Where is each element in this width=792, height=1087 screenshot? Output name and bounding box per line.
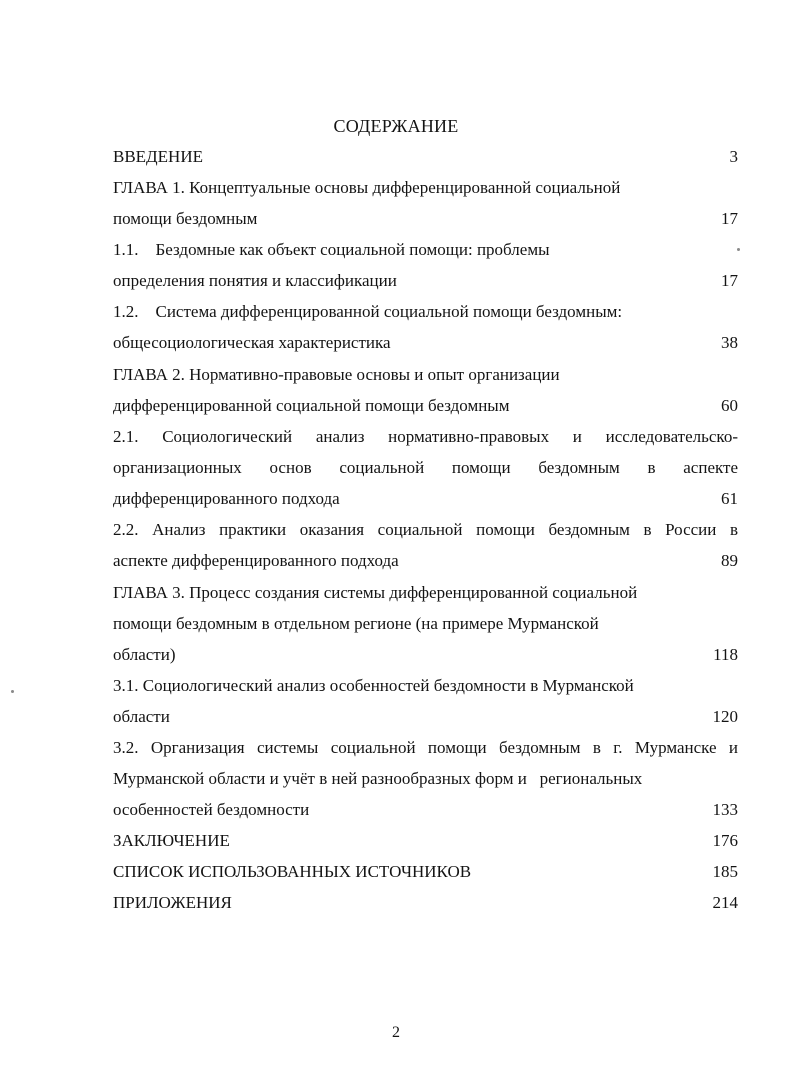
toc-entry-section-2-2-line-2[interactable] [113, 550, 738, 572]
toc-entry-chapter-2-line-1[interactable] [113, 364, 738, 386]
toc-entry-section-1-1-line-1[interactable] [113, 239, 738, 261]
toc-entry-section-1-2-line-1[interactable] [113, 301, 738, 323]
toc-entry-text: области) [113, 645, 176, 664]
toc-entry-intro[interactable] [113, 146, 738, 168]
toc-entry-text: ГЛАВА 2. Нормативно-правовые основы и опыт организации [113, 365, 560, 384]
toc-entry-section-3-1-line-1[interactable] [113, 675, 738, 697]
page-title: СОДЕРЖАНИЕ [333, 116, 459, 136]
toc-entry-text: ГЛАВА 3. Процесс создания системы дифференцированной социальной [113, 583, 638, 602]
toc-entry-section-3-2-line-1[interactable] [113, 737, 738, 759]
toc-entry-text: Мурманской области и учёт в ней разнообразных форм и региональных [113, 769, 643, 788]
toc-entry-text: помощи бездомным в отдельном регионе (на примере Мурманской [113, 614, 599, 633]
toc-entry-section-2-1-line-1[interactable] [113, 426, 738, 448]
scan-speck [737, 248, 740, 251]
toc-entry-text: 2.2. Анализ практики оказания социальной помощи бездомным в России в [113, 520, 738, 539]
toc-entry-chapter-2-line-2[interactable] [113, 395, 738, 417]
toc-page-number: 3 [729, 147, 738, 166]
toc-entry-chapter-3-line-2[interactable] [113, 613, 738, 635]
toc-entry-text: 2.1. Социологический анализ нормативно-правовых и исследовательско- [113, 427, 738, 446]
toc-page-number: 60 [721, 396, 738, 415]
toc-entry-text: ПРИЛОЖЕНИЯ [113, 893, 232, 912]
toc-entry-text: ЗАКЛЮЧЕНИЕ [113, 831, 230, 850]
toc-page-number: 120 [712, 707, 738, 726]
toc-entry-text: особенностей бездомности [113, 800, 310, 819]
toc-page-number: 89 [721, 551, 738, 570]
toc-entry-section-3-2-line-2[interactable] [113, 768, 738, 790]
toc-page-number: 185 [712, 862, 738, 881]
toc-entry-section-2-1-line-2[interactable] [113, 457, 738, 479]
toc-entry-text: ВВЕДЕНИЕ [113, 147, 203, 166]
toc-page-number: 17 [721, 271, 738, 290]
toc-entry-chapter-1-line-2[interactable] [113, 208, 738, 230]
toc-entry-text: 1.1. Бездомные как объект социальной помощи: проблемы [113, 240, 550, 259]
toc-page-number: 133 [712, 800, 738, 819]
toc-entry-section-3-2-line-3[interactable] [113, 799, 738, 821]
toc-entry-text: ГЛАВА 1. Концептуальные основы дифференцированной социальной [113, 178, 621, 197]
toc-entry-chapter-3-line-1[interactable] [113, 582, 738, 604]
toc-page-number: 176 [712, 831, 738, 850]
toc-page-number: 118 [713, 645, 738, 664]
toc-entry-text: аспекте дифференцированного подхода [113, 551, 399, 570]
toc-entry-text: 3.1. Социологический анализ особенностей бездомности в Мурманской [113, 676, 634, 695]
toc-entry-section-2-1-line-3[interactable] [113, 488, 738, 510]
toc-entry-section-1-1-line-2[interactable] [113, 270, 738, 292]
toc-page-number: 61 [721, 489, 738, 508]
toc-entry-chapter-3-line-3[interactable] [113, 644, 738, 666]
toc-entry-chapter-1-line-1[interactable] [113, 177, 738, 199]
page-number: 2 [392, 1024, 400, 1041]
toc-entry-text: 3.2. Организация системы социальной помощи бездомным в г. Мурманске и [113, 738, 738, 757]
toc-entry-section-3-1-line-2[interactable] [113, 706, 738, 728]
toc-entry-text: СПИСОК ИСПОЛЬЗОВАННЫХ ИСТОЧНИКОВ [113, 862, 472, 881]
toc-page-number: 17 [721, 209, 738, 228]
toc-entry-text: дифференцированного подхода [113, 489, 340, 508]
toc-entry-text: 1.2. Система дифференцированной социальной помощи бездомным: [113, 302, 623, 321]
toc-entry-text: общесоциологическая характеристика [113, 333, 391, 352]
toc-page-number: 38 [721, 333, 738, 352]
toc-entry-text: организационных основ социальной помощи бездомным в аспекте [113, 458, 738, 477]
toc-entry-text: дифференцированной социальной помощи бездомным [113, 396, 510, 415]
toc-page-number: 214 [712, 893, 738, 912]
toc-entry-text: области [113, 707, 170, 726]
toc-entry-section-1-2-line-2[interactable] [113, 332, 738, 354]
toc-entry-text: определения понятия и классификации [113, 271, 397, 290]
toc-entry-conclusion[interactable] [113, 830, 738, 852]
toc-entry-sources[interactable] [113, 861, 738, 883]
toc-entry-appendix[interactable] [113, 892, 738, 914]
toc-entry-text: помощи бездомным [113, 209, 258, 228]
scan-speck [11, 690, 14, 693]
toc-entry-section-2-2-line-1[interactable] [113, 519, 738, 541]
